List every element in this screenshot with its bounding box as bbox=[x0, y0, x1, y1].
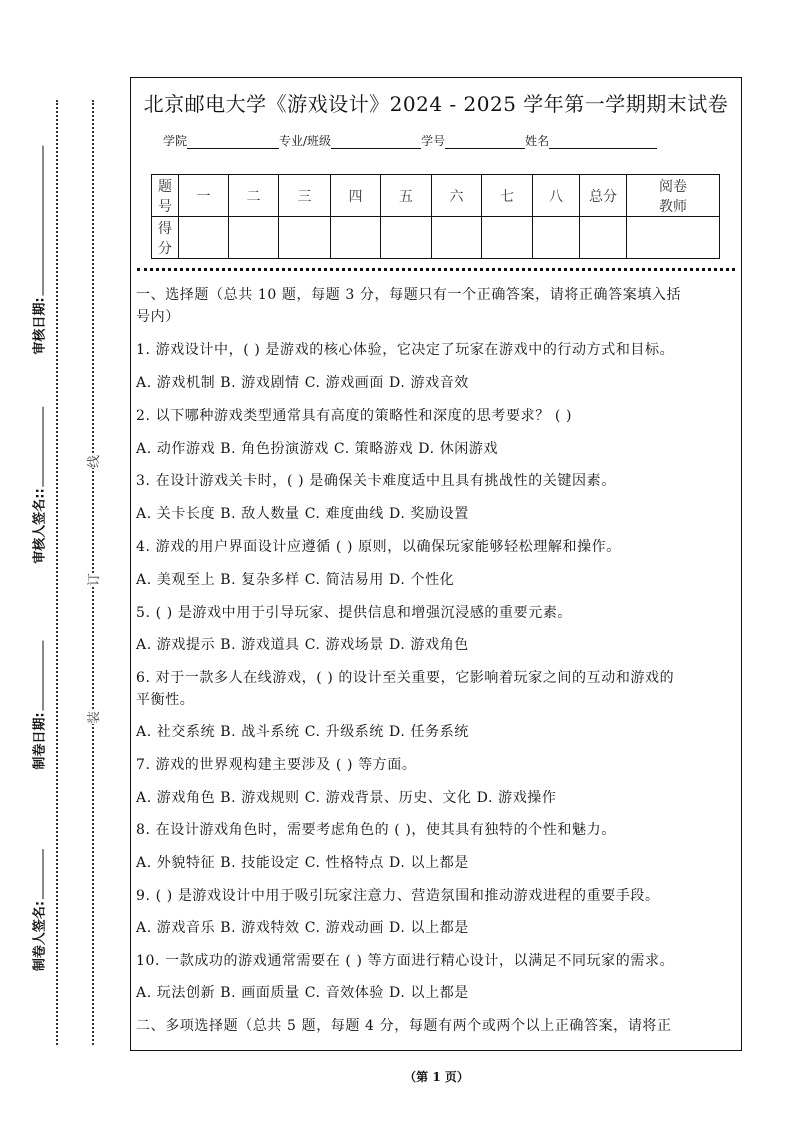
answer-options: A. 游戏音乐 B. 游戏特效 C. 游戏动画 D. 以上都是 bbox=[136, 920, 469, 936]
score-cell[interactable] bbox=[229, 217, 279, 259]
reviewer-signature-line bbox=[33, 406, 44, 486]
answer-options: A. 动作游戏 B. 角色扮演游戏 C. 策略游戏 D. 休闲游戏 bbox=[136, 441, 499, 457]
name-label: 姓名 bbox=[525, 134, 550, 148]
score-cell[interactable] bbox=[179, 217, 229, 259]
question-text: 3. 在设计游戏关卡时，( ) 是确保关卡难度适中且具有挑战性的关键因素。 bbox=[136, 473, 616, 489]
question-text: 9. ( ) 是游戏设计中用于吸引玩家注意力、营造氛围和推动游戏进程的重要手段。 bbox=[136, 888, 660, 904]
score-cell[interactable] bbox=[381, 217, 432, 259]
question-text: 10. 一款成功的游戏通常需要在 ( ) 等方面进行精心设计，以满足不同玩家的需求。 bbox=[136, 953, 675, 969]
major-class-field[interactable] bbox=[331, 134, 421, 149]
header-cell: 六 bbox=[432, 175, 482, 217]
answer-options: A. 美观至上 B. 复杂多样 C. 简洁易用 D. 个性化 bbox=[136, 572, 455, 588]
student-info-row bbox=[163, 132, 657, 149]
header-cell: 二 bbox=[229, 175, 279, 217]
college-field[interactable] bbox=[187, 134, 279, 149]
binding-char-zhuang: 装 bbox=[83, 711, 102, 724]
header-cell: 阅卷教师 bbox=[627, 175, 720, 217]
section-separator bbox=[137, 268, 735, 271]
header-cell: 三 bbox=[279, 175, 331, 217]
question-text: 7. 游戏的世界观构建主要涉及 ( ) 等方面。 bbox=[136, 757, 417, 773]
answer-options: A. 社交系统 B. 战斗系统 C. 升级系统 D. 任务系统 bbox=[136, 724, 469, 740]
score-cell[interactable] bbox=[533, 217, 580, 259]
score-cell[interactable] bbox=[279, 217, 331, 259]
section-heading: 一、选择题（总共 10 题，每题 3 分，每题只有一个正确答案，请将正确答案填入括 bbox=[136, 287, 682, 303]
paper-date-line bbox=[33, 640, 44, 710]
header-cell: 一 bbox=[179, 175, 229, 217]
score-cell[interactable] bbox=[627, 217, 720, 259]
answer-options: A. 外貌特征 B. 技能设定 C. 性格特点 D. 以上都是 bbox=[136, 855, 469, 871]
label-text: 审核人签名:: bbox=[32, 488, 48, 564]
answer-options: A. 游戏机制 B. 游戏剧情 C. 游戏画面 D. 游戏音效 bbox=[136, 375, 469, 391]
label-text: 审核日期: bbox=[32, 297, 48, 355]
student-id-field[interactable] bbox=[445, 134, 525, 149]
question-text: 1. 游戏设计中，( ) 是游戏的核心体验，它决定了玩家在游戏中的行动方式和目标。 bbox=[136, 342, 675, 358]
header-cell: 四 bbox=[331, 175, 381, 217]
score-cell[interactable] bbox=[331, 217, 381, 259]
author-signature-line bbox=[33, 849, 44, 899]
answer-options: A. 游戏角色 B. 游戏规则 C. 游戏背景、历史、文化 D. 游戏操作 bbox=[136, 790, 557, 806]
margin-dotted-line-outer bbox=[56, 100, 58, 1045]
table-row bbox=[152, 175, 720, 217]
header-cell: 总分 bbox=[580, 175, 627, 217]
question-text: 6. 对于一款多人在线游戏，( ) 的设计至关重要，它影响着玩家之间的互动和游戏的 bbox=[136, 670, 675, 686]
binding-char-ding: 订 bbox=[83, 573, 102, 586]
score-cell[interactable] bbox=[580, 217, 627, 259]
score-table bbox=[151, 174, 720, 259]
reviewer-signature-label bbox=[29, 406, 48, 563]
student-id-label: 学号 bbox=[421, 134, 446, 148]
label-text: 制卷人签名: bbox=[32, 900, 48, 972]
header-cell: 题号 bbox=[152, 175, 179, 217]
page-number: （第 1 页） bbox=[404, 1070, 469, 1084]
score-cell[interactable] bbox=[432, 217, 482, 259]
header-cell: 五 bbox=[381, 175, 432, 217]
page-title: 北京邮电大学《游戏设计》2024 - 2025 学年第一学期期末试卷 bbox=[143, 92, 729, 116]
review-date-label bbox=[29, 145, 48, 354]
score-cell[interactable] bbox=[482, 217, 533, 259]
name-field[interactable] bbox=[549, 134, 657, 149]
question-text: 2. 以下哪种游戏类型通常具有高度的策略性和深度的思考要求？ ( ) bbox=[136, 408, 573, 424]
question-text: 号内） bbox=[136, 309, 180, 325]
table-row bbox=[152, 217, 720, 259]
college-label: 学院 bbox=[163, 134, 188, 148]
answer-options: A. 玩法创新 B. 画面质量 C. 音效体验 D. 以上都是 bbox=[136, 985, 469, 1001]
row-label-cell: 得分 bbox=[152, 217, 179, 259]
question-text: 平衡性。 bbox=[136, 692, 195, 708]
binding-char-xian: 线 bbox=[83, 455, 102, 468]
question-text: 5. ( ) 是游戏中用于引导玩家、提供信息和增强沉浸感的重要元素。 bbox=[136, 605, 573, 621]
header-cell: 七 bbox=[482, 175, 533, 217]
label-text: 制卷日期: bbox=[32, 712, 48, 770]
paper-author-signature-label bbox=[29, 849, 48, 971]
answer-options: A. 游戏提示 B. 游戏道具 C. 游戏场景 D. 游戏角色 bbox=[136, 637, 469, 653]
answer-options: A. 关卡长度 B. 敌人数量 C. 难度曲线 D. 奖励设置 bbox=[136, 506, 469, 522]
header-cell: 八 bbox=[533, 175, 580, 217]
review-date-line bbox=[33, 145, 44, 295]
question-text: 8. 在设计游戏角色时，需要考虑角色的 ( )，使其具有独特的个性和魅力。 bbox=[136, 822, 616, 838]
section-heading: 二、多项选择题（总共 5 题，每题 4 分，每题有两个或两个以上正确答案，请将正 bbox=[136, 1018, 672, 1034]
paper-date-label bbox=[29, 640, 48, 769]
exam-frame bbox=[130, 77, 742, 1051]
question-text: 4. 游戏的用户界面设计应遵循 ( ) 原则，以确保玩家能够轻松理解和操作。 bbox=[136, 539, 621, 555]
major-class-label: 专业/班级 bbox=[279, 134, 332, 148]
